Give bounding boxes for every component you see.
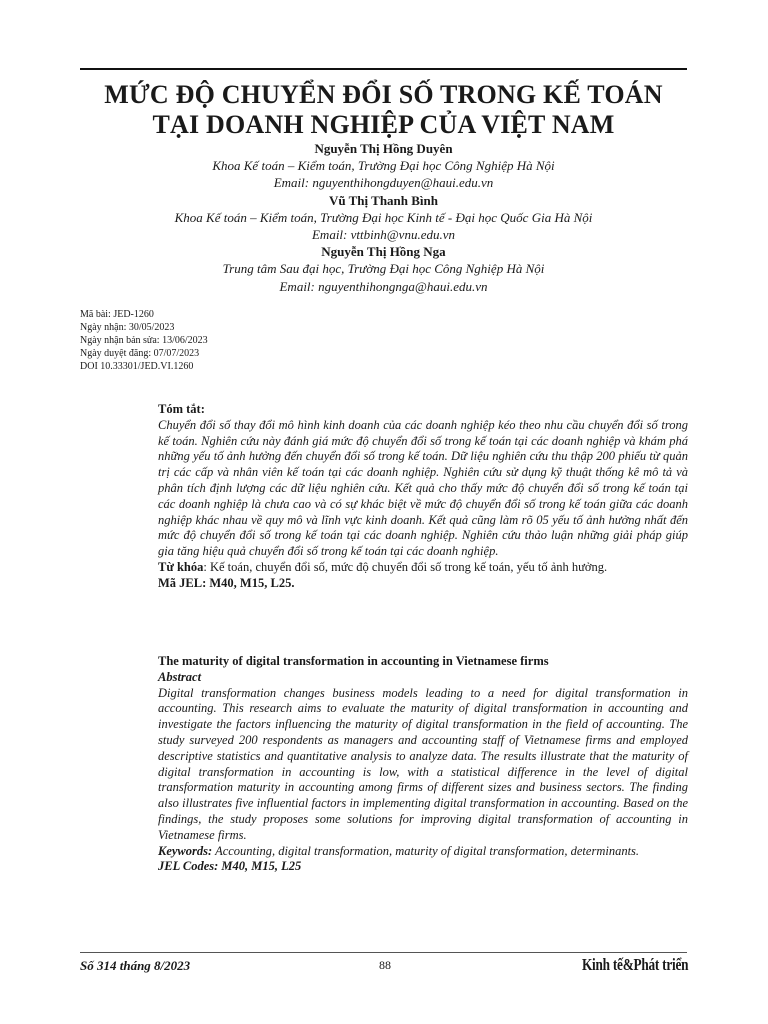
article-code: Mã bài: JED-1260 [80, 309, 154, 320]
author-email: Email: nguyenthihongduyen@haui.edu.vn [273, 175, 494, 191]
author-email: Email: vttbinh@vnu.edu.vn [311, 227, 455, 243]
title-line-2: TẠI DOANH NGHIỆP CỦA VIỆT NAM [152, 110, 615, 139]
abstract-heading-en: Abstract [158, 669, 202, 684]
author-affiliation: Trung tâm Sau đại học, Trường Đại học Công Nghiệp Hà Nội [222, 261, 545, 277]
top-rule [80, 68, 687, 70]
author-email: Email: nguyenthihongnga@haui.edu.vn [279, 278, 488, 294]
abstract-body-vn: Chuyển đổi số thay đổi mô hình kinh doanh của các doanh nghiệp kéo theo nhu cầu chuyển đổi số trong kế toán. Nghiên cứu này đánh giá mức độ chuyển đổi số trong kế toán tại các doanh nghiệp và khám phá những yếu tố ảnh hưởng đến chuyển đổi số trong kế toán. Dữ liệu nghiên cứu thu thập 200 phiếu từ quản trị các cấp và nhân viên kế toán tại các doanh nghiệp. Nghiên cứu sử dụng kỹ thuật thống kê mô tả và phân tích định lượng các dữ liệu nghiên cứu. Kết quả cho thấy mức độ chuyển đổi số trong kế toán tại các doanh nghiệp là chưa cao và có sự khác biệt về mức độ chuyển đổi số trong kế toán giữa các doanh nghiệp khác nhau về quy mô và lĩnh vực kinh doanh. Kết quả cũng làm rõ 05 yếu tố ảnh hưởng nhất đến mức độ chuyển đổi số trong kế toán tại các doanh nghiệp. Nghiên cứu thảo luận những giải pháp giúp gia tăng hiệu quả chuyển đổi số trong kế toán tại các doanh nghiệp. [158, 417, 688, 559]
author-affiliation: Khoa Kế toán – Kiểm toán, Trường Đại học Công Nghiệp Hà Nội [212, 158, 555, 174]
paper-title [80, 80, 687, 140]
keywords-label-vn: Từ khóa [158, 559, 204, 574]
english-title: The maturity of digital transformation in accounting in Vietnamese firms [158, 654, 549, 668]
author-block [80, 140, 687, 295]
revised-date: Ngày nhận bản sửa: 13/06/2023 [80, 335, 208, 346]
article-meta [80, 308, 208, 373]
jel-codes-vn: Mã JEL: M40, M15, L25. [158, 575, 295, 590]
accepted-date: Ngày duyệt đăng: 07/07/2023 [80, 348, 200, 359]
keywords-text-en: Accounting, digital transformation, maturity of digital transformation, determinants. [212, 843, 640, 858]
author-name: Nguyễn Thị Hồng Nga [321, 244, 446, 260]
author-name: Vũ Thị Thanh Bình [328, 192, 438, 208]
english-abstract [158, 654, 688, 875]
keywords-label-en: Keywords: [158, 843, 213, 858]
abstract-body-en: Digital transformation changes business models leading to a need for digital transformation in accounting. This research aims to evaluate the maturity of digital transformation in accounting and investigate the factors influencing the maturity of digital transformation in the field of accounting. The study surveyed 200 respondents as managers and accounting staff of Vietnamese firms and employed descriptive statistics and quantitative analysis to analyze data. The results illustrate that the maturity of digital transformation in accounting is low, with a statistical difference in the level of digital transformation maturity in accounting among firms of different sizes and business sectors. The finding also illustrates five influential factors in implementing digital transformation in accounting. Based on the findings, the study proposes some solutions for improving digital transformation of accounting in Vietnamese firms. [158, 685, 688, 842]
vietnamese-abstract [158, 402, 688, 592]
footer-rule [80, 952, 687, 953]
title-line-1: MỨC ĐỘ CHUYỂN ĐỔI SỐ TRONG KẾ TOÁN [104, 80, 663, 109]
page-number: 88 [379, 958, 391, 972]
abstract-heading-vn: Tóm tắt: [158, 402, 205, 416]
issue-number: Số 314 tháng 8/2023 [80, 958, 191, 973]
journal-name: Kinh tế&Phát triển [581, 955, 688, 974]
keywords-en [158, 844, 688, 860]
received-date: Ngày nhận: 30/05/2023 [80, 322, 175, 333]
author-affiliation: Khoa Kế toán – Kiểm toán, Trường Đại học Kinh tế - Đại học Quốc Gia Hà Nội [174, 209, 593, 225]
author-name: Nguyễn Thị Hồng Duyên [314, 141, 453, 156]
jel-codes-en: JEL Codes: M40, M15, L25 [158, 859, 302, 874]
keywords-vn [158, 560, 688, 576]
keywords-text-vn: : Kế toán, chuyển đổi số, mức độ chuyển đổi số trong kế toán, yếu tố ảnh hưởng. [203, 559, 608, 574]
doi: DOI 10.33301/JED.VI.1260 [80, 361, 194, 372]
